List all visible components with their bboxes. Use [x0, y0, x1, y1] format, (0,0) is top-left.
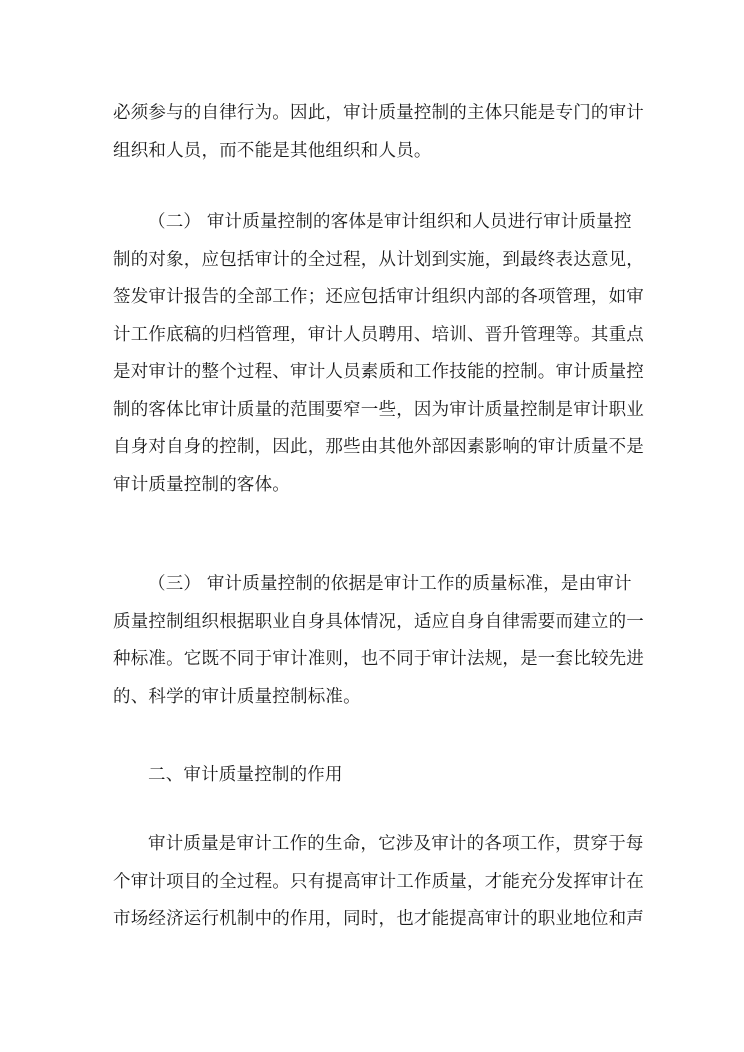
text-line: 审计质量是审计工作的生命，它涉及审计的各项工作，贯穿于每: [148, 834, 644, 854]
heading-text: 二、审计质量控制的作用: [148, 765, 343, 785]
text-line: 的、科学的审计质量控制标准。: [113, 686, 361, 707]
text-line: 组织和人员，而不能是其他组织和人员。: [113, 140, 432, 161]
text-line: 是对审计的整个过程、审计人员素质和工作技能的控制。审计质量控: [113, 362, 644, 382]
text-line: 制的客体比审计质量的范围要窄一些，因为审计质量控制是审计职业: [113, 399, 644, 420]
text-line: 制的对象，应包括审计的全过程，从计划到实施，到最终表达意见，: [113, 249, 644, 270]
text-line: 审计质量控制的客体。: [113, 474, 290, 495]
paragraph-object: [113, 204, 644, 504]
section-heading: [113, 757, 633, 795]
text-line: （三） 审计质量控制的依据是审计工作的质量标准，是由审计: [148, 574, 632, 594]
text-line: 质量控制组织根据职业自身具体情况，适应自身自律需要而建立的一: [113, 611, 644, 632]
text-line: （二） 审计质量控制的客体是审计组织和人员进行审计质量控: [148, 212, 632, 232]
text-line: 个审计项目的全过程。只有提高审计工作质量，才能充分发挥审计在: [113, 871, 644, 892]
text-line: 自身对自身的控制，因此，那些由其他外部因素影响的审计质量不是: [113, 437, 644, 457]
text-line: 种标准。它既不同于审计准则，也不同于审计法规，是一套比较先进: [113, 649, 644, 669]
text-line: 必须参与的自律行为。因此，审计质量控制的主体只能是专门的审计: [113, 103, 644, 123]
paragraph-basis: [113, 566, 644, 716]
text-line: 计工作底稿的归档管理，审计人员聘用、培训、晋升管理等。其重点: [113, 324, 644, 345]
text-line: 签发审计报告的全部工作；还应包括审计组织内部的各项管理，如审: [113, 287, 644, 307]
paragraph-role: [113, 826, 644, 939]
text-line: 市场经济运行机制中的作用，同时，也才能提高审计的职业地位和声: [113, 909, 644, 929]
paragraph-continuation: [113, 95, 644, 170]
